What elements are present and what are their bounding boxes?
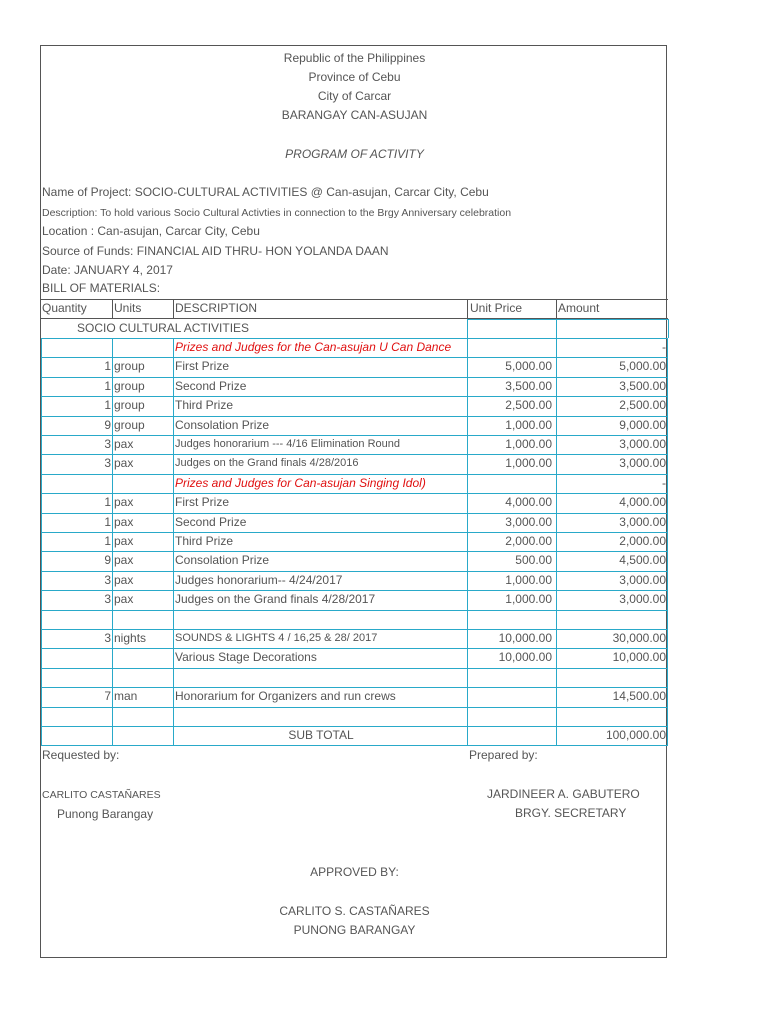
amount-cell: 3,000.00	[619, 572, 666, 587]
subtotal-value: 100,000.00	[605, 728, 666, 742]
description-cell: Second Prize	[175, 378, 247, 393]
unit-price-cell: 1,000.00	[505, 592, 552, 607]
column-header-unit-price: Unit Price	[470, 301, 523, 315]
description-cell	[173, 668, 467, 687]
quantity-cell: 1	[104, 495, 111, 510]
table-row	[41, 513, 668, 532]
table-row	[41, 648, 668, 667]
quantity-cell: 3	[104, 456, 111, 471]
description-cell: Consolation Prize	[175, 417, 270, 432]
description-cell: Judges on the Grand finals 4/28/2016	[175, 457, 359, 470]
description-cell: Second Prize	[175, 514, 247, 529]
header-line-3: City of Carcar	[317, 89, 392, 103]
subtotal-row	[41, 726, 668, 745]
section-title: SOCIO CULTURAL ACTIVITIES	[77, 321, 250, 335]
table-row	[41, 551, 668, 570]
unit-price-cell	[467, 707, 556, 726]
amount-cell: 30,000.00	[612, 631, 666, 645]
unit-price-cell	[467, 610, 556, 629]
description-cell: Prizes and Judges for Can-asujan Singing Idol)	[175, 475, 426, 490]
quantity-cell: 1	[104, 534, 111, 548]
description-cell: Judges on the Grand finals 4/28/2017	[175, 592, 376, 607]
table-row	[41, 590, 668, 609]
prepared-by-label: Prepared by:	[469, 748, 538, 762]
quantity-cell: 9	[104, 553, 111, 568]
amount-cell: 14,500.00	[612, 689, 666, 704]
table-row	[41, 396, 668, 415]
amount-cell: 10,000.00	[612, 650, 666, 665]
table-row	[41, 454, 668, 473]
quantity-cell	[41, 668, 112, 687]
amount-cell: 2,000.00	[619, 534, 666, 548]
amount-cell: 4,500.00	[619, 553, 666, 568]
units-cell: nights	[114, 631, 147, 645]
unit-price-cell	[467, 668, 556, 687]
quantity-cell	[41, 648, 112, 667]
description-cell: Third Prize	[175, 534, 234, 548]
quantity-cell: 1	[104, 378, 111, 393]
quantity-cell: 3	[104, 631, 111, 645]
unit-price-cell: 2,500.00	[505, 398, 552, 413]
description-cell: Various Stage Decorations	[175, 650, 317, 665]
table-row	[41, 474, 668, 493]
units-cell	[112, 648, 173, 667]
unit-price-cell: 500.00	[515, 553, 552, 568]
amount-cell: 3,000.00	[619, 514, 666, 529]
units-cell: group	[114, 378, 145, 393]
requested-by-label: Requested by:	[42, 748, 120, 762]
table-row	[41, 668, 668, 687]
units-cell	[112, 668, 173, 687]
units-cell: pax	[114, 495, 134, 510]
quantity-cell: 3	[104, 592, 111, 607]
units-cell: pax	[114, 456, 134, 471]
column-header-quantity: Quantity	[42, 301, 87, 315]
table-header-row	[41, 299, 668, 318]
units-cell: pax	[114, 553, 134, 568]
quantity-cell	[41, 474, 112, 493]
amount-cell	[556, 668, 668, 687]
quantity-cell: 3	[104, 437, 111, 451]
description-cell: First Prize	[175, 495, 229, 510]
subtotal-label: SUB TOTAL	[288, 728, 354, 742]
quantity-cell	[41, 707, 112, 726]
amount-cell: -	[662, 340, 666, 354]
quantity-cell: 3	[104, 572, 111, 587]
units-cell: pax	[114, 572, 134, 587]
amount-cell: 3,500.00	[619, 378, 666, 393]
description-cell: Judges honorarium-- 4/24/2017	[175, 572, 343, 587]
unit-price-cell: 1,000.00	[505, 437, 552, 451]
amount-cell: 3,000.00	[619, 456, 666, 471]
project-name: Name of Project: SOCIO-CULTURAL ACTIVITIES @ Can-asujan, Carcar City, Cebu	[42, 185, 489, 199]
header-line-4: BARANGAY CAN-ASUJAN	[281, 108, 428, 122]
quantity-cell: 1	[104, 359, 111, 374]
description-cell: Consolation Prize	[175, 553, 270, 568]
units-cell: group	[114, 398, 145, 413]
amount-cell: 2,500.00	[619, 398, 666, 413]
units-cell: pax	[114, 592, 134, 607]
units-cell: pax	[114, 514, 134, 529]
requester-name: CARLITO CASTAÑARES	[42, 789, 161, 801]
document-title: PROGRAM OF ACTIVITY	[285, 147, 424, 161]
table-row	[41, 629, 668, 648]
requester-title: Punong Barangay	[57, 807, 154, 821]
units-cell	[112, 707, 173, 726]
description-cell: Honorarium for Organizers and run crews	[175, 689, 396, 704]
header-line-1: Republic of the Philippines	[283, 51, 426, 65]
quantity-cell	[41, 610, 112, 629]
units-cell: group	[114, 417, 145, 432]
amount-cell: -	[662, 475, 666, 490]
amount-cell	[556, 610, 668, 629]
column-header-units: Units	[114, 301, 142, 315]
quantity-cell: 1	[104, 514, 111, 529]
unit-price-cell: 3,000.00	[505, 514, 552, 529]
quantity-cell: 7	[104, 689, 111, 704]
description-cell: Third Prize	[175, 398, 234, 413]
approver-title: PUNONG BARANGAY	[293, 923, 416, 937]
table-row	[41, 377, 668, 396]
table-row	[41, 707, 668, 726]
amount-cell: 3,000.00	[619, 592, 666, 607]
project-description: Description: To hold various Socio Cultural Activties in connection to the Brgy Anniversary celebration	[42, 207, 512, 219]
table-row	[41, 571, 668, 590]
project-date: Date: JANUARY 4, 2017	[42, 263, 173, 277]
unit-price-cell	[467, 338, 556, 357]
units-cell: man	[114, 689, 138, 704]
units-cell	[112, 474, 173, 493]
description-cell: SOUNDS & LIGHTS 4 / 16,25 & 28/ 2017	[175, 632, 378, 644]
unit-price-cell: 10,000.00	[498, 631, 552, 645]
approver-name: CARLITO S. CASTAÑARES	[279, 904, 430, 918]
units-cell	[112, 610, 173, 629]
unit-price-cell: 1,000.00	[505, 417, 552, 432]
unit-price-cell: 10,000.00	[498, 650, 552, 665]
bill-of-materials-label: BILL OF MATERIALS:	[42, 281, 161, 295]
column-header-description: DESCRIPTION	[175, 301, 258, 315]
column-header-amount: Amount	[558, 301, 600, 315]
unit-price-cell: 4,000.00	[505, 495, 552, 510]
unit-price-cell	[467, 474, 556, 493]
description-cell: Judges honorarium --- 4/16 Elimination Round	[175, 438, 401, 450]
table-row	[41, 338, 668, 357]
unit-price-cell	[467, 687, 556, 706]
table-row	[41, 610, 668, 629]
preparer-title: BRGY. SECRETARY	[515, 806, 627, 820]
amount-cell	[556, 707, 668, 726]
quantity-cell	[41, 338, 112, 357]
table-row	[41, 357, 668, 376]
header-line-2: Province of Cebu	[308, 70, 401, 84]
units-cell: group	[114, 359, 145, 374]
program-of-activity-sheet	[40, 45, 667, 958]
table-row	[41, 416, 668, 435]
description-cell: Prizes and Judges for the Can-asujan U Can Dance	[175, 340, 452, 354]
units-cell	[112, 338, 173, 357]
description-cell	[173, 707, 467, 726]
unit-price-cell: 1,000.00	[505, 572, 552, 587]
unit-price-cell: 1,000.00	[505, 456, 552, 471]
unit-price-cell: 5,000.00	[505, 359, 552, 374]
source-of-funds: Source of Funds: FINANCIAL AID THRU- HON YOLANDA DAAN	[42, 244, 389, 258]
units-cell: pax	[114, 534, 134, 548]
amount-cell: 9,000.00	[619, 417, 666, 432]
section-row	[41, 319, 668, 338]
amount-cell: 3,000.00	[619, 437, 666, 451]
table-row	[41, 435, 668, 454]
amount-cell: 5,000.00	[619, 359, 666, 374]
amount-cell: 4,000.00	[619, 495, 666, 510]
quantity-cell: 1	[104, 398, 111, 413]
table-row	[41, 687, 668, 706]
quantity-cell: 9	[104, 417, 111, 432]
table-row	[41, 493, 668, 512]
approved-by-label: APPROVED BY:	[310, 865, 399, 879]
preparer-name: JARDINEER A. GABUTERO	[487, 787, 640, 801]
units-cell: pax	[114, 437, 134, 451]
description-cell	[173, 610, 467, 629]
description-cell: First Prize	[175, 359, 229, 374]
unit-price-cell: 3,500.00	[505, 378, 552, 393]
project-location: Location : Can-asujan, Carcar City, Cebu	[42, 224, 260, 238]
unit-price-cell: 2,000.00	[505, 534, 552, 548]
table-row	[41, 532, 668, 551]
